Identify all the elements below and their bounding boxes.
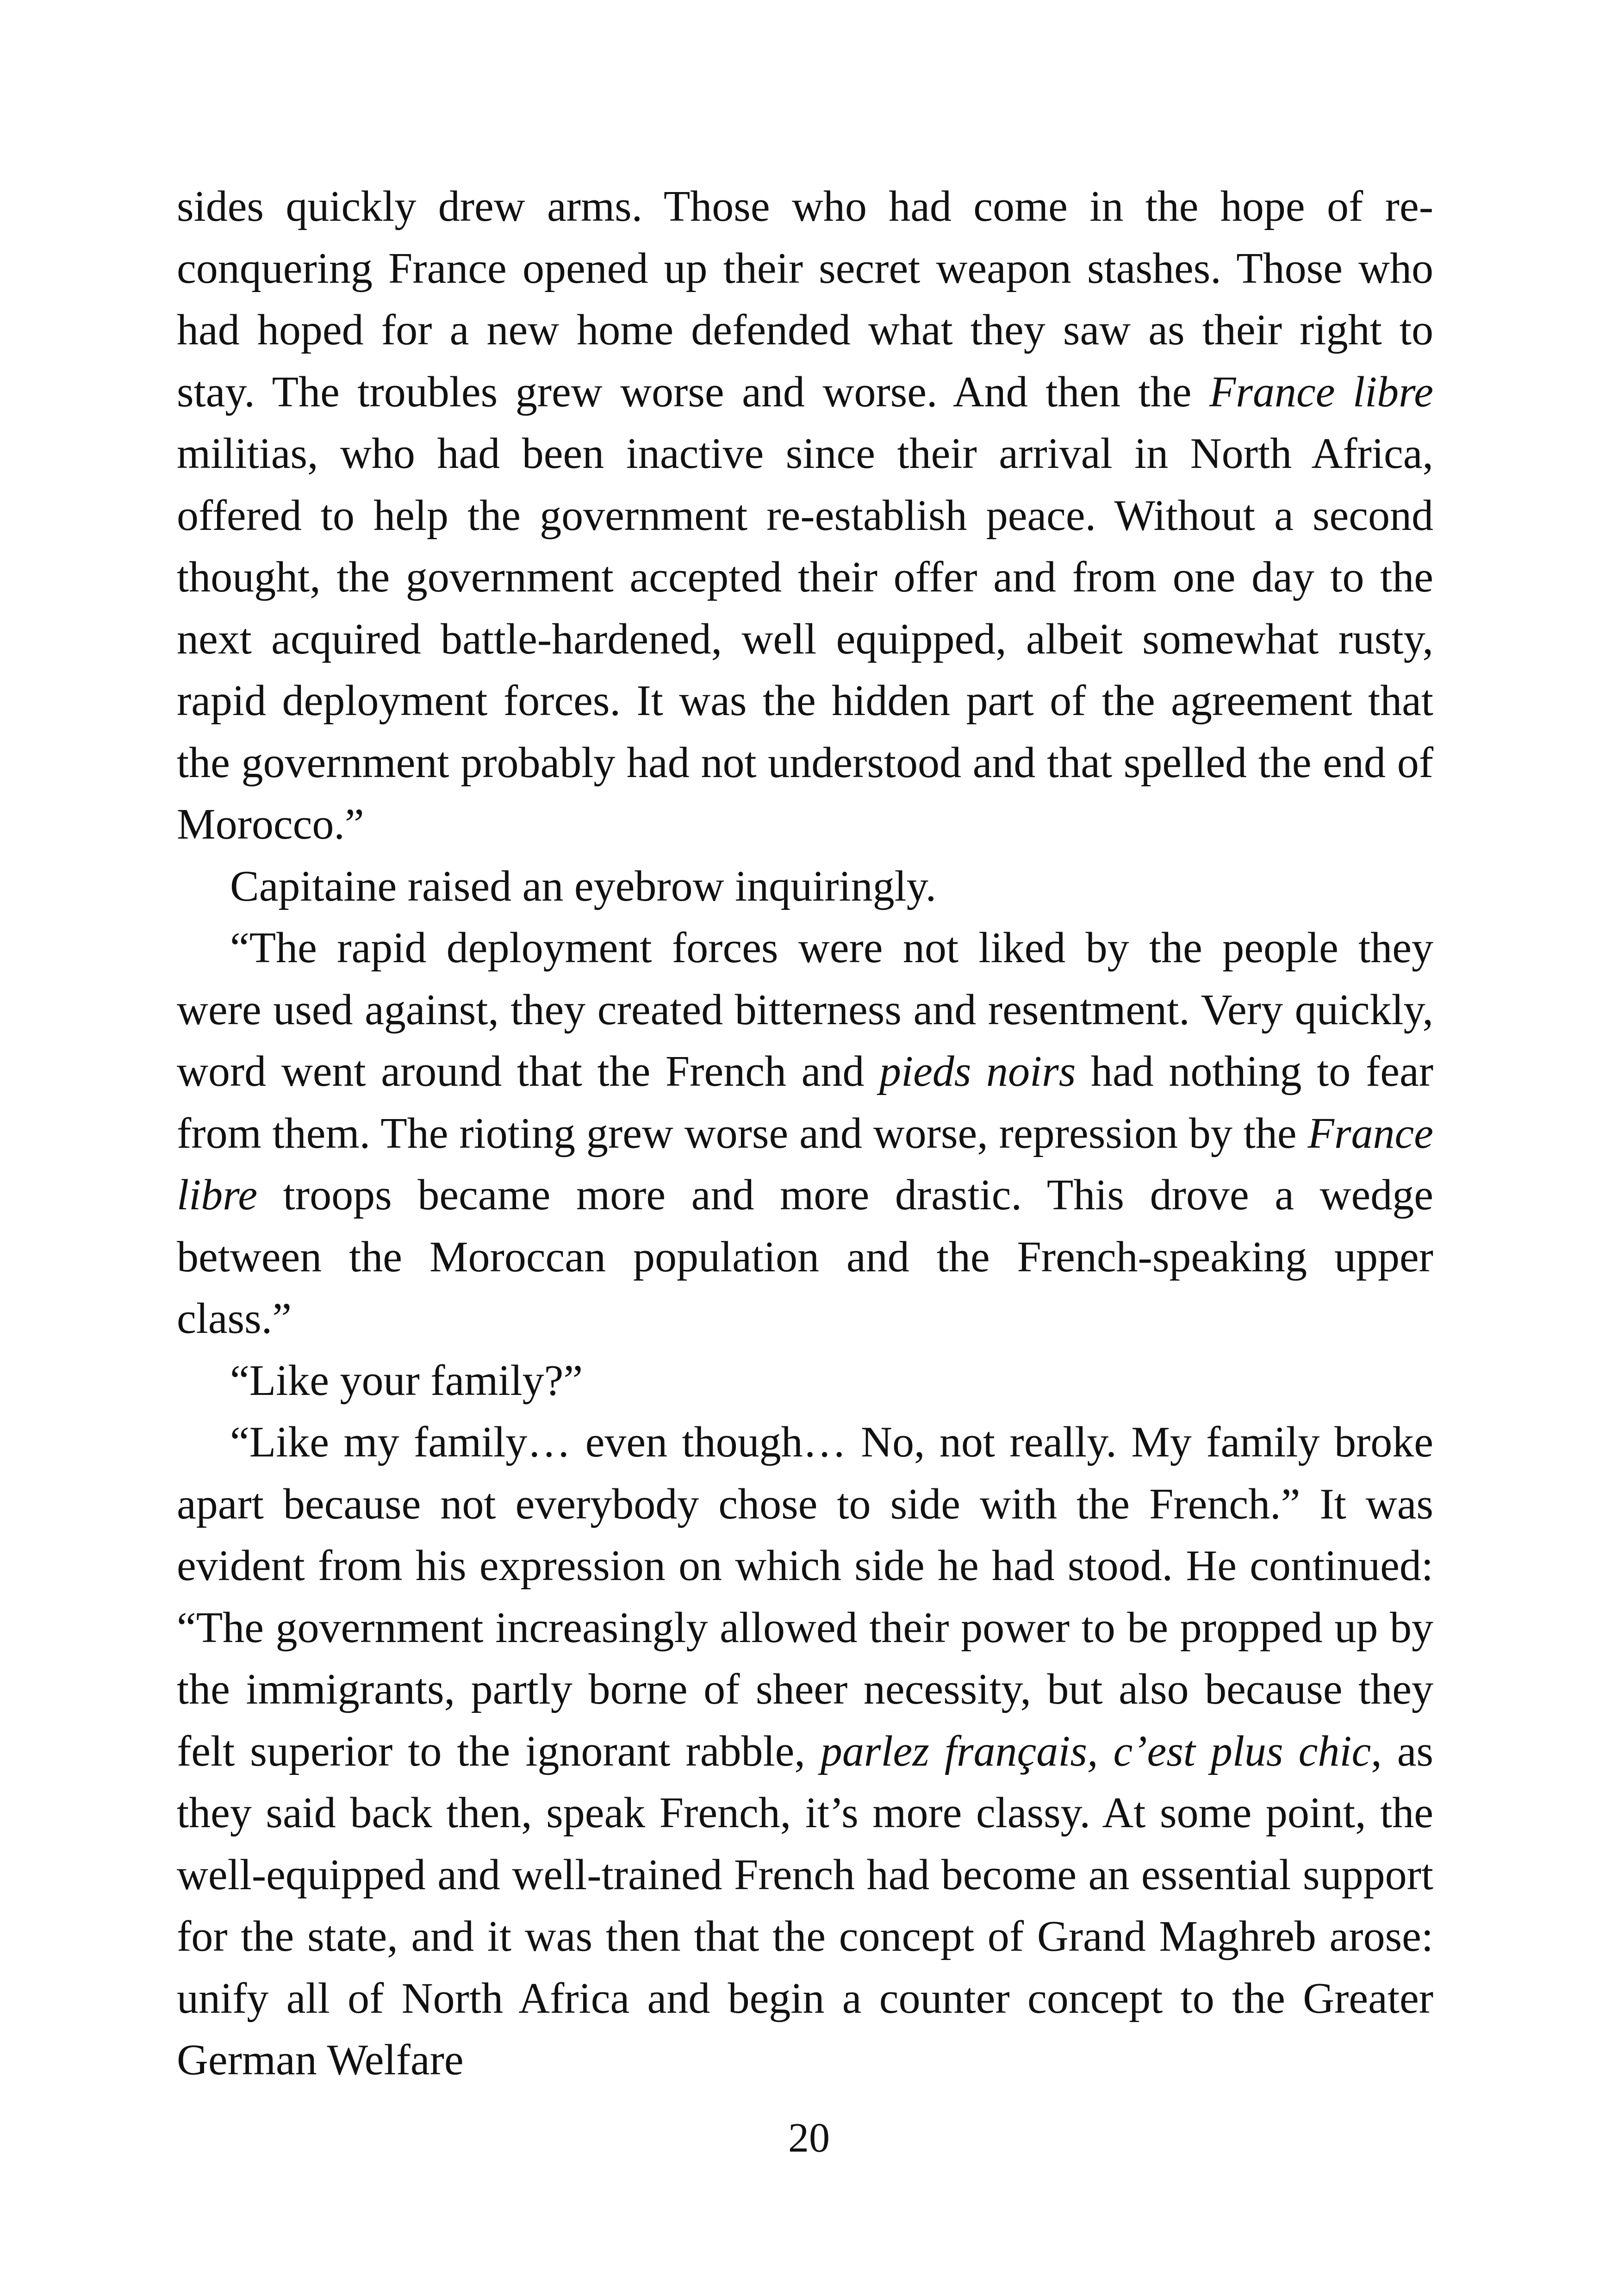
body-text xyxy=(177,176,1433,2091)
paragraph-5 xyxy=(177,1412,1433,2091)
paragraph-text: , as they said back then, speak French, it’s more classy. At some point, the well-equipped and well-trained French had become an essential support for the state, and it was then that the concept of Grand Maghreb arose: unify all of North Africa and begin a counter concept to the Greater German Welfare xyxy=(177,1727,1433,2084)
paragraph-text: “The rapid deployment forces were not liked by the people they were used against, they created bitterness and resentment. Very quickly, word went around that the French and xyxy=(177,924,1433,1095)
page-number: 20 xyxy=(788,2115,830,2161)
italic-phrase: parlez français, c’est plus chic xyxy=(820,1727,1371,1775)
paragraph-1 xyxy=(177,176,1433,856)
italic-phrase: France libre xyxy=(177,1109,1433,1219)
paragraph-text: sides quickly drew arms. Those who had come in the hope of reconquering France opened up their secret weapon stashes. Those who had hoped for a new home defended what they saw as their right to stay. The troubles grew worse and worse. And then the xyxy=(177,182,1433,416)
paragraph-text: militias, who had been inactive since their arrival in North Africa, offered to help the government re-establish peace. Without a second thought, the government accepted their offer and from one day to the next acquired battle-hardened, well equipped, albeit somewhat rusty, rapid deployment forces. It was the hidden part of the agreement that the government probably had not understood and that spelled the end of Morocco.” xyxy=(177,429,1433,848)
paragraph-text: had nothing to fear from them. The rioting grew worse and worse, repression by the xyxy=(177,1047,1433,1157)
italic-phrase: France libre xyxy=(1209,367,1433,416)
paragraph-text: “Like my family… even though… No, not really. My family broke apart because not everybody chose to side with the French.” It was evident from his expression on which side he had stood. He continued: “The government increasingly allowed their power to be propped up by the immigrants, partly borne of sheer necessity, but also because they felt superior to the ignorant rabble, xyxy=(177,1418,1433,1775)
italic-phrase: pieds noirs xyxy=(879,1047,1076,1095)
paragraph-2 xyxy=(177,856,1433,918)
paragraph-4 xyxy=(177,1350,1433,1412)
paragraph-text: Capitaine raised an eyebrow inquiringly. xyxy=(230,862,937,910)
paragraph-text: troops became more and more drastic. This drove a wedge between the Moroccan population and the French-speaking upper class.” xyxy=(177,1171,1433,1343)
paragraph-text: “Like your family?” xyxy=(230,1356,583,1405)
paragraph-3 xyxy=(177,917,1433,1350)
